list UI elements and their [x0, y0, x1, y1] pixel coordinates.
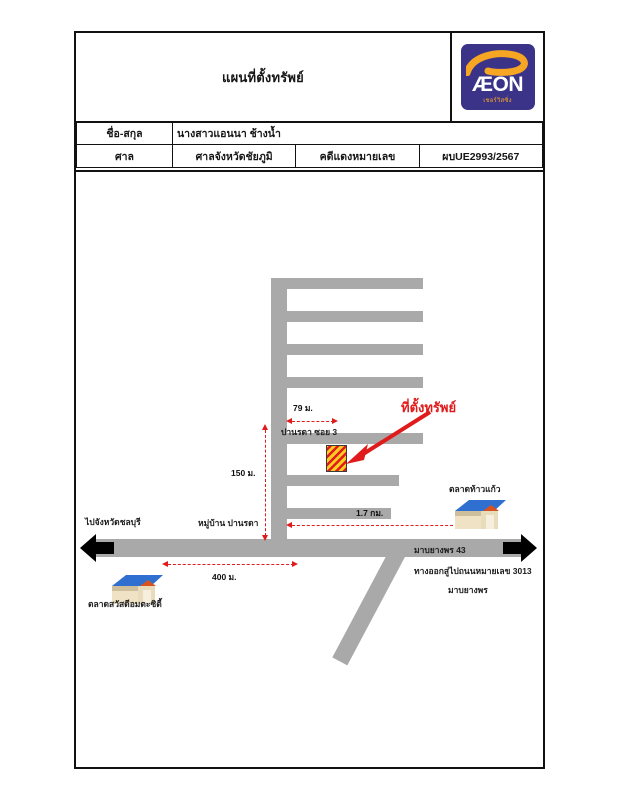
dimension-line-17km	[292, 525, 458, 526]
road-exit-diagonal	[332, 547, 406, 665]
dimension-cap-right	[332, 418, 338, 424]
dimension-line-79m	[292, 421, 334, 422]
title-band	[76, 33, 543, 123]
page-title: แผนที่ตั้งทรัพย์	[222, 69, 304, 85]
property-callout-label: ที่ตั้งทรัพย์	[401, 400, 457, 415]
dimension-line-400m	[168, 564, 294, 565]
label-market-left: ตลาดสวัสดีอมตะซิตี้	[88, 599, 162, 609]
table-row	[77, 145, 543, 168]
dimension-cap-left	[286, 418, 292, 424]
dimension-cap-right	[292, 561, 298, 567]
aeon-wordmark: ÆON	[472, 73, 523, 96]
label-to-chonburi: ไปจังหวัดชลบุรี	[85, 517, 141, 527]
dimension-line-150m	[265, 430, 266, 536]
document-frame	[74, 31, 545, 769]
road-branch-4	[287, 377, 423, 388]
dimension-label-79m: 79 ม.	[293, 403, 313, 413]
case-number-label: คดีแดงหมายเลข	[296, 145, 419, 168]
dimension-cap-left	[286, 522, 292, 528]
arrow-west-icon	[80, 532, 114, 564]
road-vertical-main	[271, 278, 287, 554]
dimension-cap-up	[262, 424, 268, 430]
label-soi-3: ปานรดา ซอย 3	[281, 427, 338, 437]
dimension-cap-down	[262, 535, 268, 541]
arrow-east-icon	[503, 532, 537, 564]
road-branch-6	[287, 475, 399, 486]
road-branch-2	[287, 311, 423, 322]
dimension-label-17km: 1.7 กม.	[356, 508, 384, 518]
dimension-cap-left	[162, 561, 168, 567]
court-value: ศาลจังหวัดชัยภูมิ	[173, 145, 296, 168]
logo-cell	[450, 33, 543, 121]
aeon-tagline: เชอร์วิสซิ่ง	[483, 98, 512, 104]
road-branch-3	[287, 344, 423, 355]
label-village: หมู่บ้าน ปานรดา	[198, 518, 259, 528]
label-exit-place: มาบยางพร	[448, 585, 488, 595]
label-road-main: มาบยางพร 43	[414, 545, 466, 555]
name-label: ชื่อ-สกุล	[77, 122, 173, 145]
map-canvas	[76, 170, 543, 767]
name-value: นางสาวแอนนา ช้างน้ำ	[173, 122, 543, 145]
dimension-label-400m: 400 ม.	[212, 572, 237, 582]
court-label: ศาล	[77, 145, 173, 168]
market-building-right-icon	[453, 497, 507, 533]
table-row	[77, 122, 543, 145]
aeon-logo	[461, 44, 535, 110]
label-market-right: ตลาดท้าวแก้ว	[449, 484, 501, 494]
dimension-label-150m: 150 ม.	[231, 468, 256, 478]
case-number-value: ผบUE2993/2567	[419, 145, 542, 168]
label-exit-note: ทางออกสู่ไปถนนหมายเลข 3013	[414, 566, 532, 576]
road-branch-1	[287, 278, 423, 289]
info-table	[76, 121, 543, 168]
